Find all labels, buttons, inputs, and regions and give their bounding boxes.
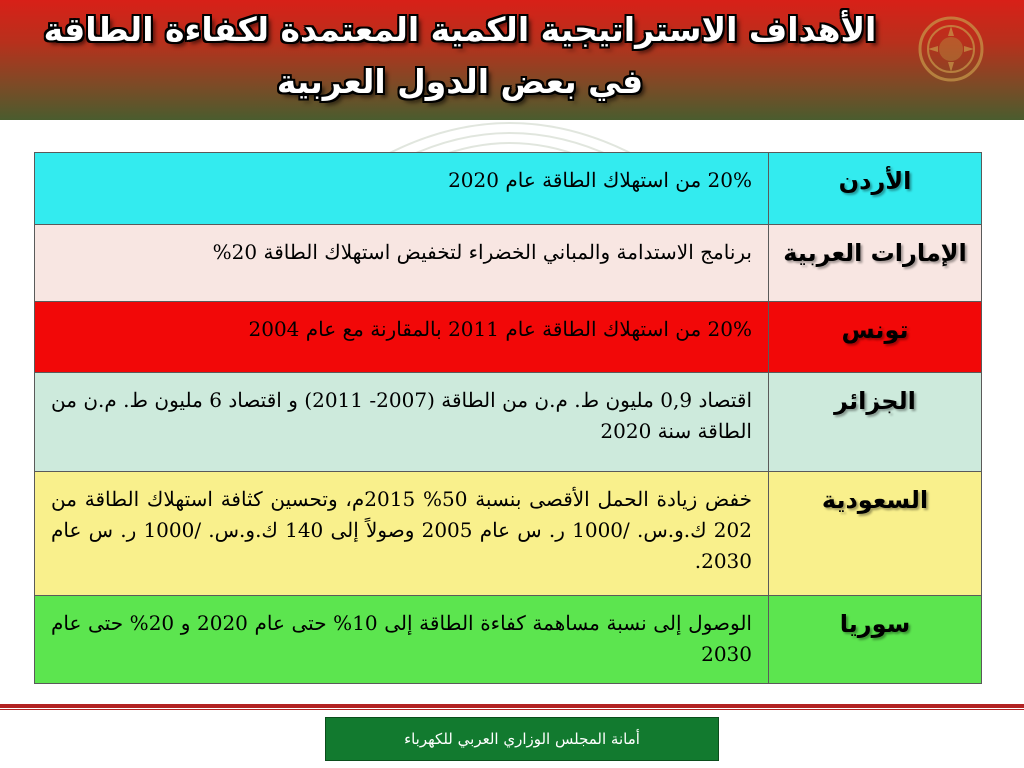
country-cell: الجزائر xyxy=(769,373,982,472)
country-cell: تونس xyxy=(769,302,982,373)
header-banner xyxy=(0,0,1024,120)
table-row-syria xyxy=(35,596,982,684)
footer-divider-thin xyxy=(0,709,1024,710)
goal-cell: 20% من استهلاك الطاقة عام 2020 xyxy=(35,153,769,225)
country-cell: سوريا xyxy=(769,596,982,684)
title-line-1: الأهداف الاستراتيجية الكمية المعتمدة لكفاءة الطاقة xyxy=(43,10,877,49)
page-title xyxy=(40,4,880,108)
table-row-jordan xyxy=(35,153,982,225)
goal-cell: 20% من استهلاك الطاقة عام 2011 بالمقارنة مع عام 2004 xyxy=(35,302,769,373)
goal-cell: اقتصاد 0,9 مليون ط. م.ن من الطاقة (2007- 2011) و اقتصاد 6 مليون ط. م.ن من الطاقة سنة 2020 xyxy=(35,373,769,472)
footer-divider xyxy=(0,704,1024,708)
table-row-algeria xyxy=(35,373,982,472)
energy-goals-table xyxy=(34,152,982,684)
country-cell: الإمارات العربية xyxy=(769,225,982,302)
goal-cell: الوصول إلى نسبة مساهمة كفاءة الطاقة إلى 10% حتى عام 2020 و 20% حتى عام 2030 xyxy=(35,596,769,684)
country-cell: السعودية xyxy=(769,472,982,596)
title-line-2: في بعض الدول العربية xyxy=(276,62,644,101)
table-row-uae xyxy=(35,225,982,302)
country-cell: الأردن xyxy=(769,153,982,225)
goal-cell: خفض زيادة الحمل الأقصى بنسبة 50% 2015م، وتحسين كثافة استهلاك الطاقة من 202 ك.و.س. /1000 ر. س عام 2005 وصولاً إلى 140 ك.و.س. /1000 ر. س عام 2030. xyxy=(35,472,769,596)
league-emblem-icon xyxy=(916,14,986,84)
table-row-saudi xyxy=(35,472,982,596)
footer-label: أمانة المجلس الوزاري العربي للكهرباء xyxy=(325,717,719,761)
table-row-tunisia xyxy=(35,302,982,373)
goal-cell: برنامج الاستدامة والمباني الخضراء لتخفيض استهلاك الطاقة 20% xyxy=(35,225,769,302)
